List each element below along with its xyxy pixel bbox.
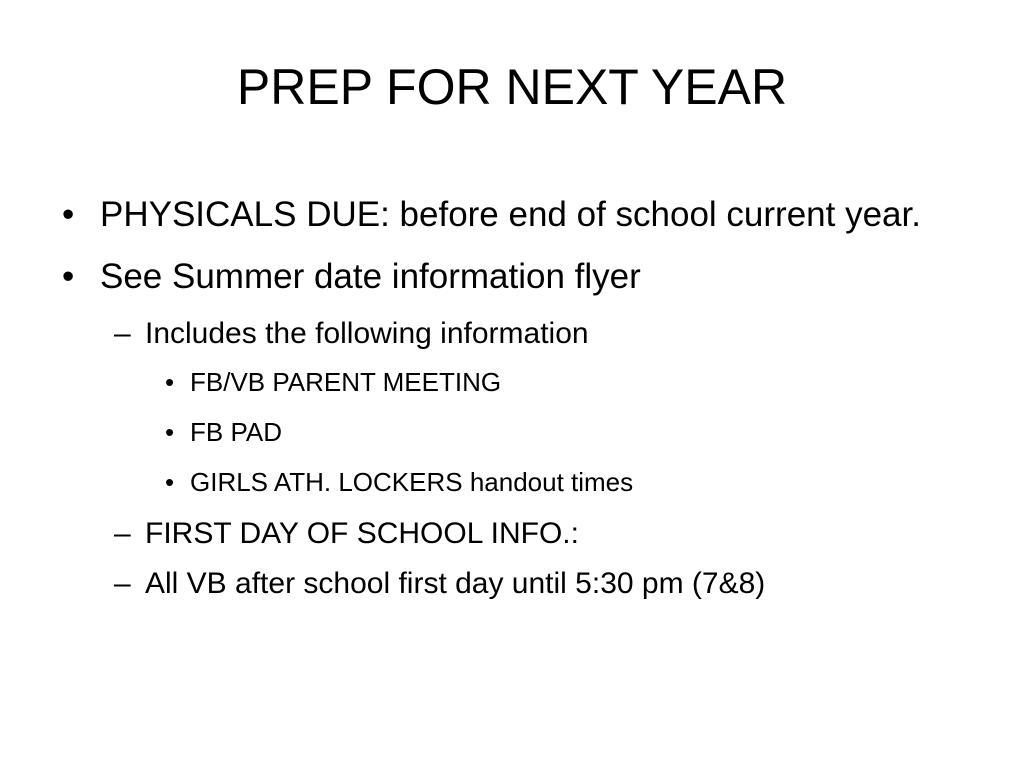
- subsubbullet-text: GIRLS ATH. LOCKERS handout times: [190, 467, 634, 497]
- bullet-text: See Summer date information flyer: [100, 257, 641, 296]
- dash-marker: –: [114, 317, 131, 350]
- bullet-text: PHYSICALS DUE: before end of school current year.: [100, 195, 921, 234]
- bullet-marker: •: [62, 195, 75, 234]
- subbullet-text: Includes the following information: [145, 317, 589, 350]
- subsubbullet-girls-lockers: [56, 464, 976, 500]
- bullet-marker: •: [165, 417, 175, 447]
- subsubbullet-fb-pad: [56, 414, 976, 450]
- slide-title: PREP FOR NEXT YEAR: [236, 59, 788, 115]
- bullet-marker: •: [165, 367, 175, 397]
- subsubbullet-parent-meeting: [56, 364, 976, 400]
- subbullet-includes-info: [56, 314, 976, 354]
- subsubbullet-text: FB PAD: [190, 417, 282, 447]
- subbullet-text: All VB after school first day until 5:30 pm (7&8): [145, 567, 766, 600]
- dash-marker: –: [114, 567, 131, 600]
- subbullet-first-day-info: [56, 514, 976, 554]
- slide-body: [56, 190, 976, 614]
- bullet-physicals-due: [56, 190, 976, 240]
- bullet-summer-flyer: [56, 252, 976, 302]
- subbullet-text: FIRST DAY OF SCHOOL INFO.:: [145, 517, 579, 550]
- subbullet-all-vb: [56, 564, 976, 604]
- subsubbullet-text: FB/VB PARENT MEETING: [190, 367, 502, 397]
- bullet-marker: •: [165, 467, 175, 497]
- bullet-marker: •: [62, 257, 75, 296]
- dash-marker: –: [114, 517, 131, 550]
